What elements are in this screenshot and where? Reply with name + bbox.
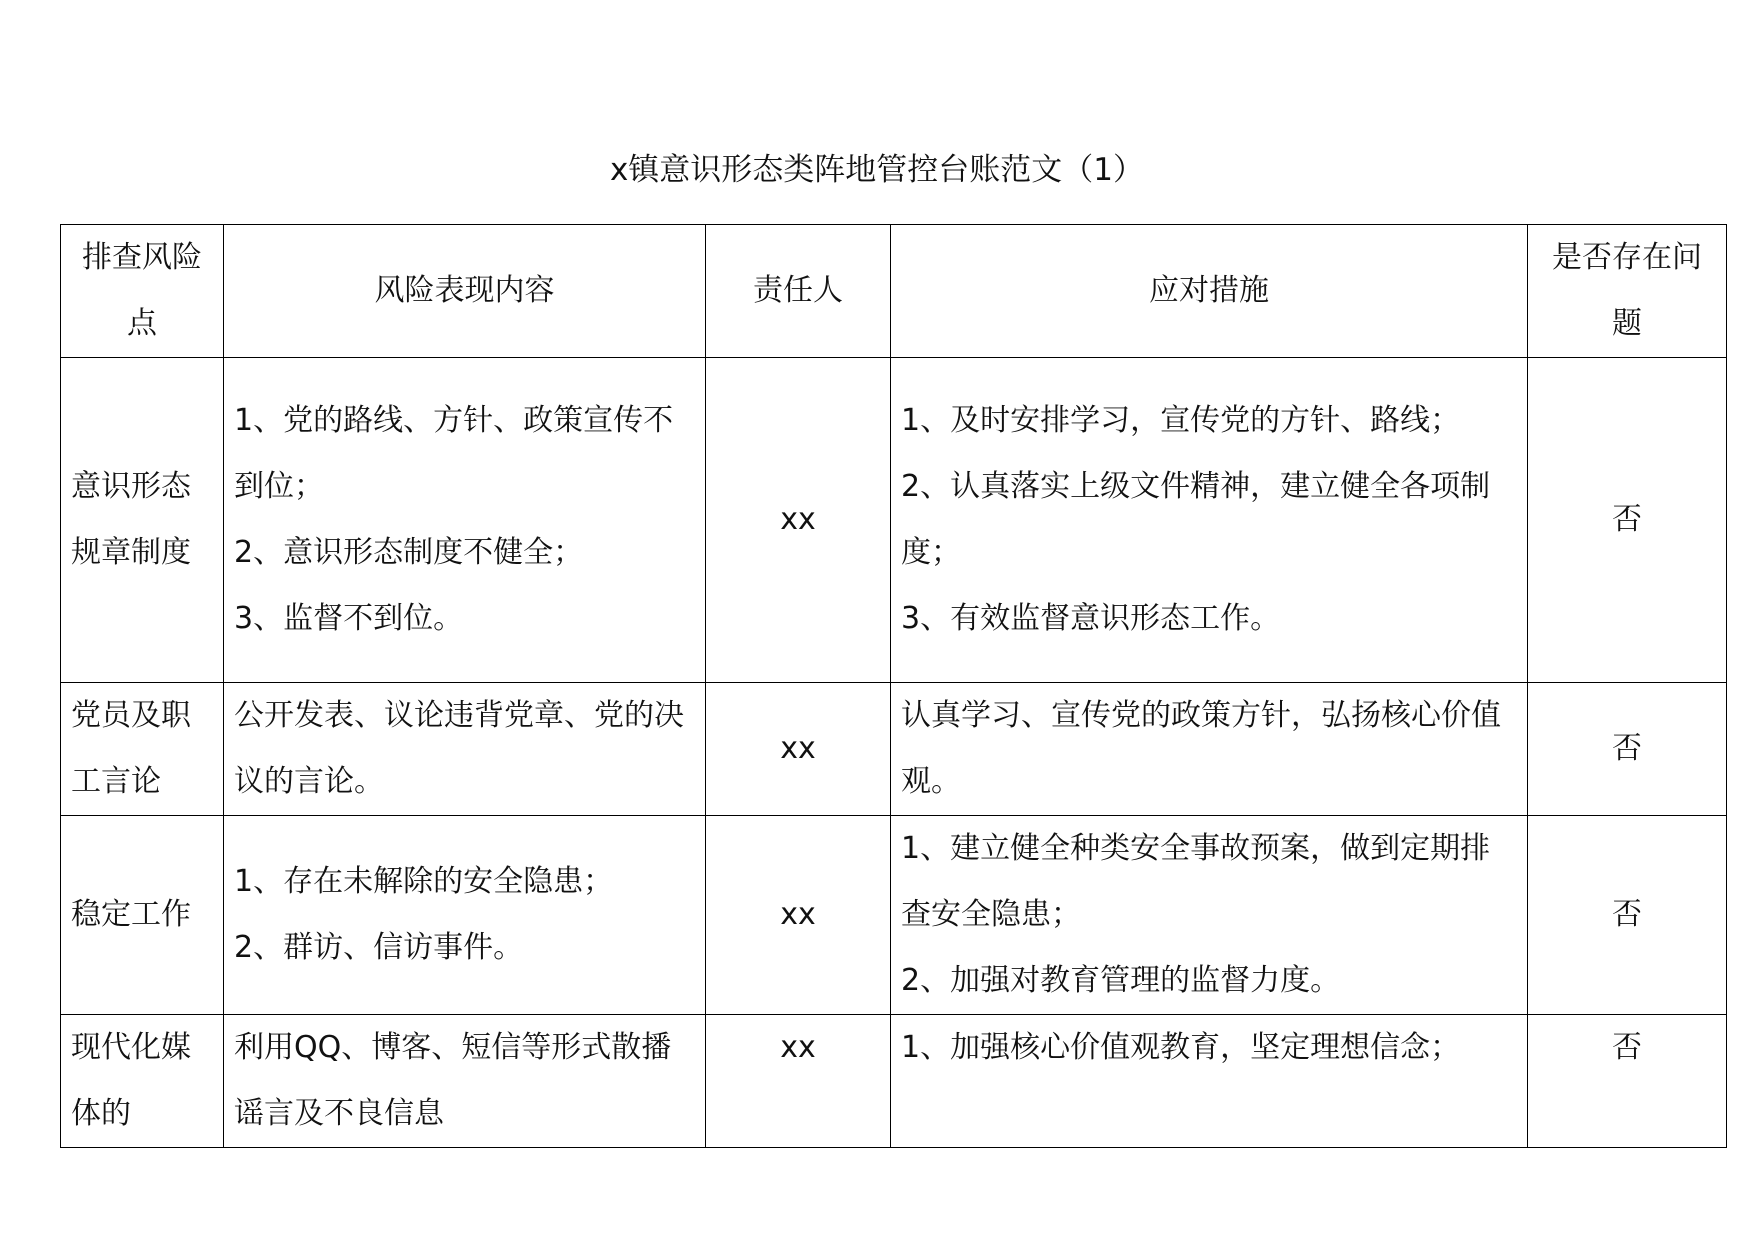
measure-line: 认真学习、宣传党的政策方针，弘扬核心价值观。 (901, 698, 1501, 799)
responsible-person: xx (706, 816, 891, 1015)
table-header-row (61, 225, 1727, 358)
risk-content (224, 683, 706, 816)
content-line: 公开发表、议论违背党章、党的决议的言论。 (234, 698, 684, 799)
measure-line: 2、加强对教育管理的监督力度。 (901, 963, 1341, 998)
content-line: 1、存在未解除的安全隐患； (234, 864, 614, 899)
document-title: x镇意识形态类阵地管控台账范文（1） (609, 152, 1145, 188)
risk-ledger-table (60, 224, 1727, 1148)
content-line: 2、意识形态制度不健全； (234, 535, 584, 570)
risk-point: 稳定工作 (61, 816, 224, 1015)
issue-status: 否 (1528, 683, 1727, 816)
table-row (61, 358, 1727, 683)
header-risk-content: 风险表现内容 (224, 225, 706, 358)
measure-line: 1、建立健全种类安全事故预案，做到定期排查安全隐患； (901, 831, 1491, 932)
risk-content (224, 1015, 706, 1148)
content-line: 1、党的路线、方针、政策宣传不到位； (234, 403, 674, 504)
issue-status: 否 (1528, 1015, 1727, 1148)
content-line: 3、监督不到位。 (234, 601, 464, 636)
measures (891, 816, 1528, 1015)
risk-content (224, 358, 706, 683)
issue-status: 否 (1528, 358, 1727, 683)
content-line: 利用QQ、博客、短信等形式散播谣言及不良信息 (234, 1030, 672, 1131)
table-row (61, 816, 1727, 1015)
measures (891, 683, 1528, 816)
measure-line: 1、及时安排学习，宣传党的方针、路线； (901, 403, 1461, 438)
risk-point: 意识形态规章制度 (61, 358, 224, 683)
responsible-person: xx (706, 683, 891, 816)
table-row (61, 683, 1727, 816)
issue-status: 否 (1528, 816, 1727, 1015)
measure-line: 2、认真落实上级文件精神，建立健全各项制度； (901, 469, 1491, 570)
responsible-person: xx (706, 1015, 891, 1148)
header-person: 责任人 (706, 225, 891, 358)
measure-line: 1、加强核心价值观教育，坚定理想信念； (901, 1030, 1461, 1065)
measure-line: 3、有效监督意识形态工作。 (901, 601, 1281, 636)
content-line: 2、群访、信访事件。 (234, 930, 524, 965)
measures (891, 358, 1528, 683)
risk-content (224, 816, 706, 1015)
header-risk-point: 排查风险点 (61, 225, 224, 358)
responsible-person: xx (706, 358, 891, 683)
header-measures: 应对措施 (891, 225, 1528, 358)
risk-point: 党员及职工言论 (61, 683, 224, 816)
risk-point: 现代化媒体的 (61, 1015, 224, 1148)
measures (891, 1015, 1528, 1148)
table-row (61, 1015, 1727, 1148)
header-issue: 是否存在问题 (1528, 225, 1727, 358)
